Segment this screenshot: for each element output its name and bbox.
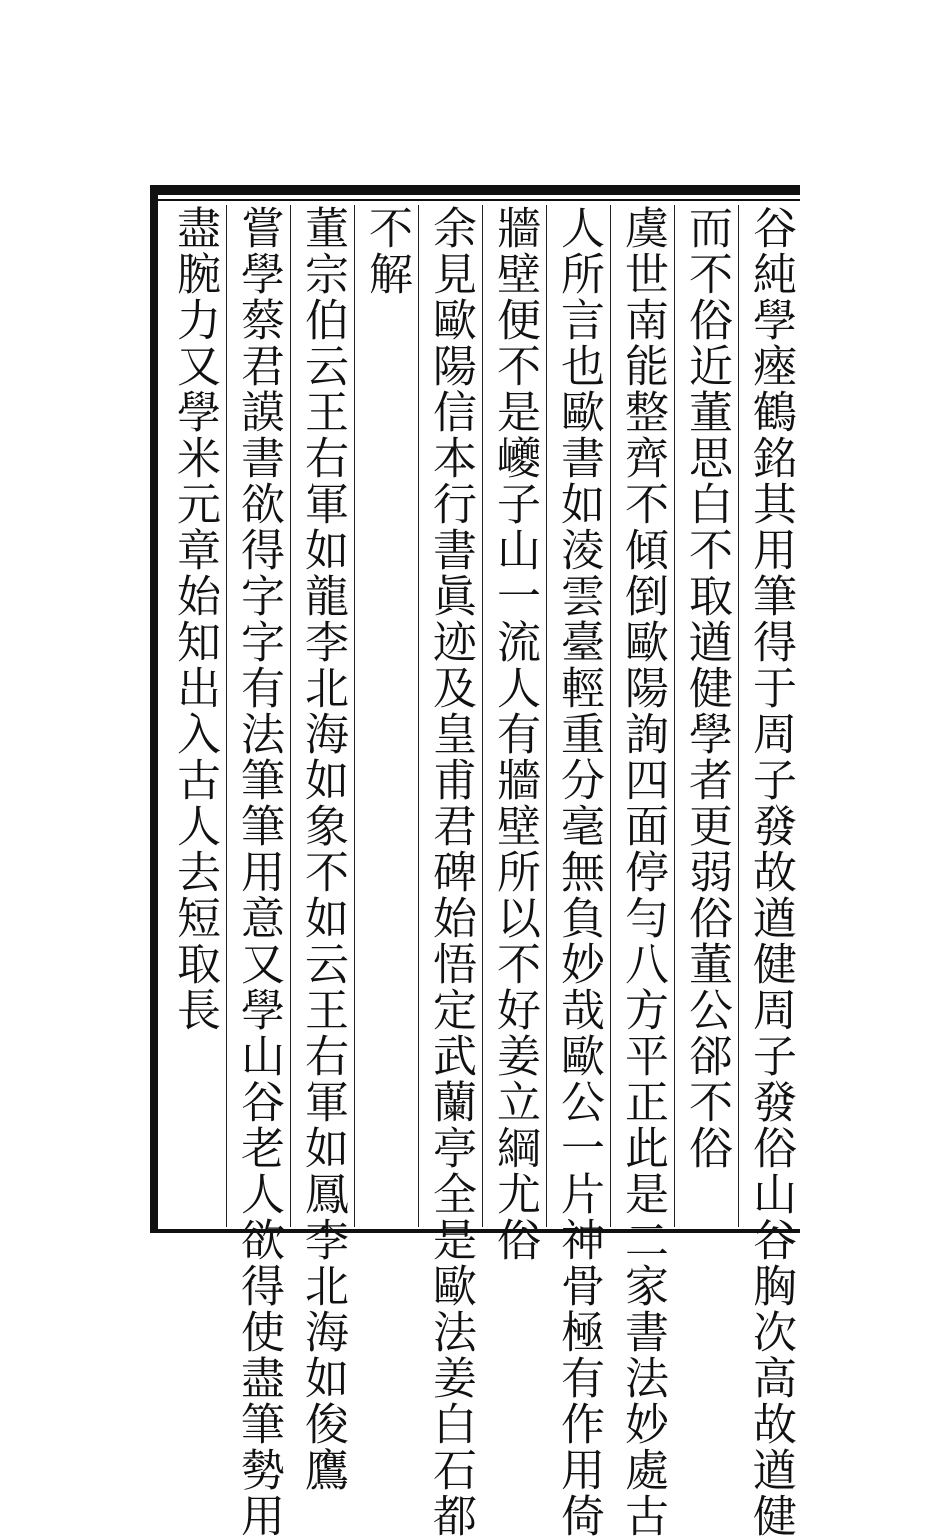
column-text: 不解 xyxy=(361,205,412,297)
column-text: 牆壁便不是巙子山一流人有牆壁所以不好姜立綱尤俗 xyxy=(489,205,540,1263)
top-rule xyxy=(150,199,800,201)
text-column-10 xyxy=(166,205,222,1225)
column-divider xyxy=(482,205,483,1227)
column-text: 谷純學瘞鶴銘其用筆得于周子發故遒健周子發俗山谷胸次高故遒健 xyxy=(745,205,796,1539)
text-column-2 xyxy=(678,205,734,1225)
column-text: 人所言也歐書如淩雲臺輕重分毫無負妙哉歐公一片神骨極有作用倚 xyxy=(553,205,604,1539)
column-divider xyxy=(674,205,675,1227)
text-column-8 xyxy=(294,205,350,1493)
column-divider xyxy=(226,205,227,1227)
column-divider xyxy=(418,205,419,1227)
column-divider xyxy=(354,205,355,1227)
column-text: 余見歐陽信本行書眞迹及皇甫君碑始悟定武蘭亭全是歐法姜白石都 xyxy=(425,205,476,1539)
column-text: 而不俗近董思白不取遒健學者更弱俗董公郤不俗 xyxy=(681,205,732,1171)
text-column-5 xyxy=(486,205,542,1263)
column-text: 董宗伯云王右軍如龍李北海如象不如云王右軍如鳳李北海如俊鷹 xyxy=(297,205,348,1493)
column-divider xyxy=(290,205,291,1227)
text-column-7 xyxy=(358,205,414,1225)
text-column-9 xyxy=(230,205,286,1539)
column-text: 嘗學蔡君謨書欲得字字有法筆筆用意又學山谷老人欲得使盡筆勢用 xyxy=(233,205,284,1539)
column-divider xyxy=(738,205,739,1227)
text-column-6 xyxy=(422,205,478,1539)
column-divider xyxy=(546,205,547,1227)
text-column-4 xyxy=(550,205,606,1539)
column-text: 虞世南能整齊不傾倒歐陽詢四面停勻八方平正此是二家書法妙處古 xyxy=(617,205,668,1539)
text-column-1 xyxy=(742,205,798,1539)
column-divider xyxy=(610,205,611,1227)
text-column-3 xyxy=(614,205,670,1539)
column-text: 盡腕力又學米元章始知出入古人去短取長 xyxy=(169,205,220,1033)
